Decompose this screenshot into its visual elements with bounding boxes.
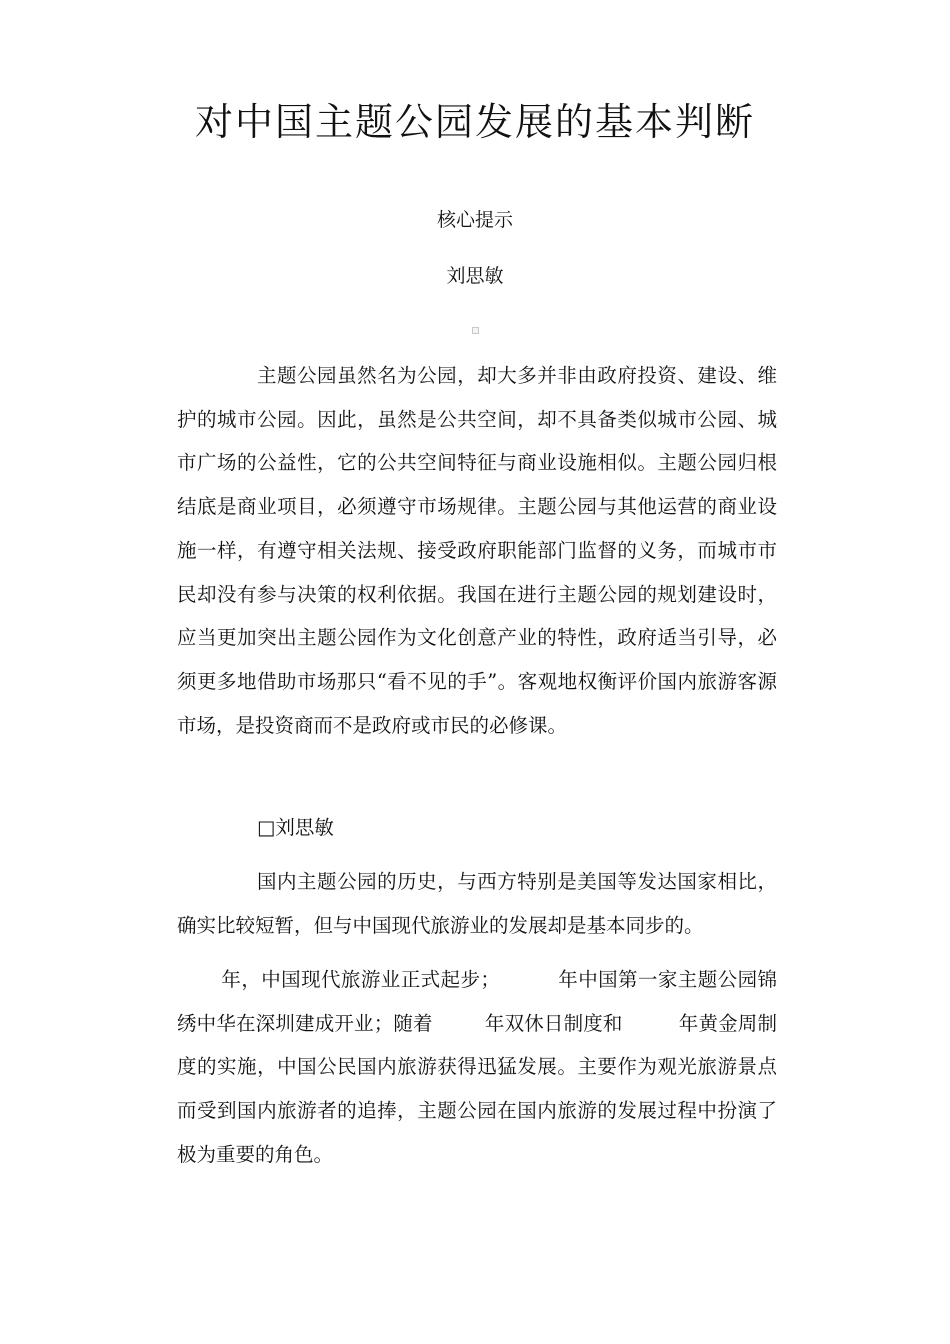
image-placeholder-icon: [472, 327, 479, 334]
byline: □刘思敏: [257, 816, 334, 839]
body-paragraph-2: [177, 958, 777, 1177]
document-author: 刘思敏: [446, 265, 504, 287]
document-subtitle: 核心提示: [436, 209, 513, 231]
document-title: 对中国主题公园发展的基本判断: [194, 100, 755, 144]
body-paragraph-2-seg4: 年黄金周制度的实施，中国公民国内旅游获得迅猛发展。主要作为观光旅游景点而受到国内旅游者的追捧，主题公园在国内旅游的发展过程中扮演了极为重要的角色。: [177, 1011, 777, 1166]
body-paragraph-2-seg2: 年中国第一家主题公园锦绣中华在深圳建成开业；随着: [177, 968, 777, 1035]
summary-paragraph: 主题公园虽然名为公园，却大多并非由政府投资、建设、维护的城市公园。因此，虽然是公共空间，却不具备类似城市公园、城市广场的公益性，它的公共空间特征与商业设施相似。主题公园归根结底是商业项目，必须遵守市场规律。主题公园与其他运营的商业设施一样，有遵守相关法规、接受政府职能部门监督的义务，而城市市民却没有参与决策的权利依据。我国在进行主题公园的规划建设时，应当更加突出主题公园作为文化创意产业的特性，政府适当引导，必须更多地借助市场那只“看不见的手”。客观地权衡评价国内旅游客源市场，是投资商而不是政府或市民的必修课。: [177, 364, 777, 737]
body-paragraph-2-seg1: 年，中国现代旅游业正式起步；: [221, 968, 500, 991]
body-paragraph-1: 国内主题公园的历史，与西方特别是美国等发达国家相比，确实比较短暂，但与中国现代旅游业的发展却是基本同步的。: [177, 870, 777, 937]
body-paragraph-2-seg3: 年双休日制度和: [484, 1011, 623, 1035]
